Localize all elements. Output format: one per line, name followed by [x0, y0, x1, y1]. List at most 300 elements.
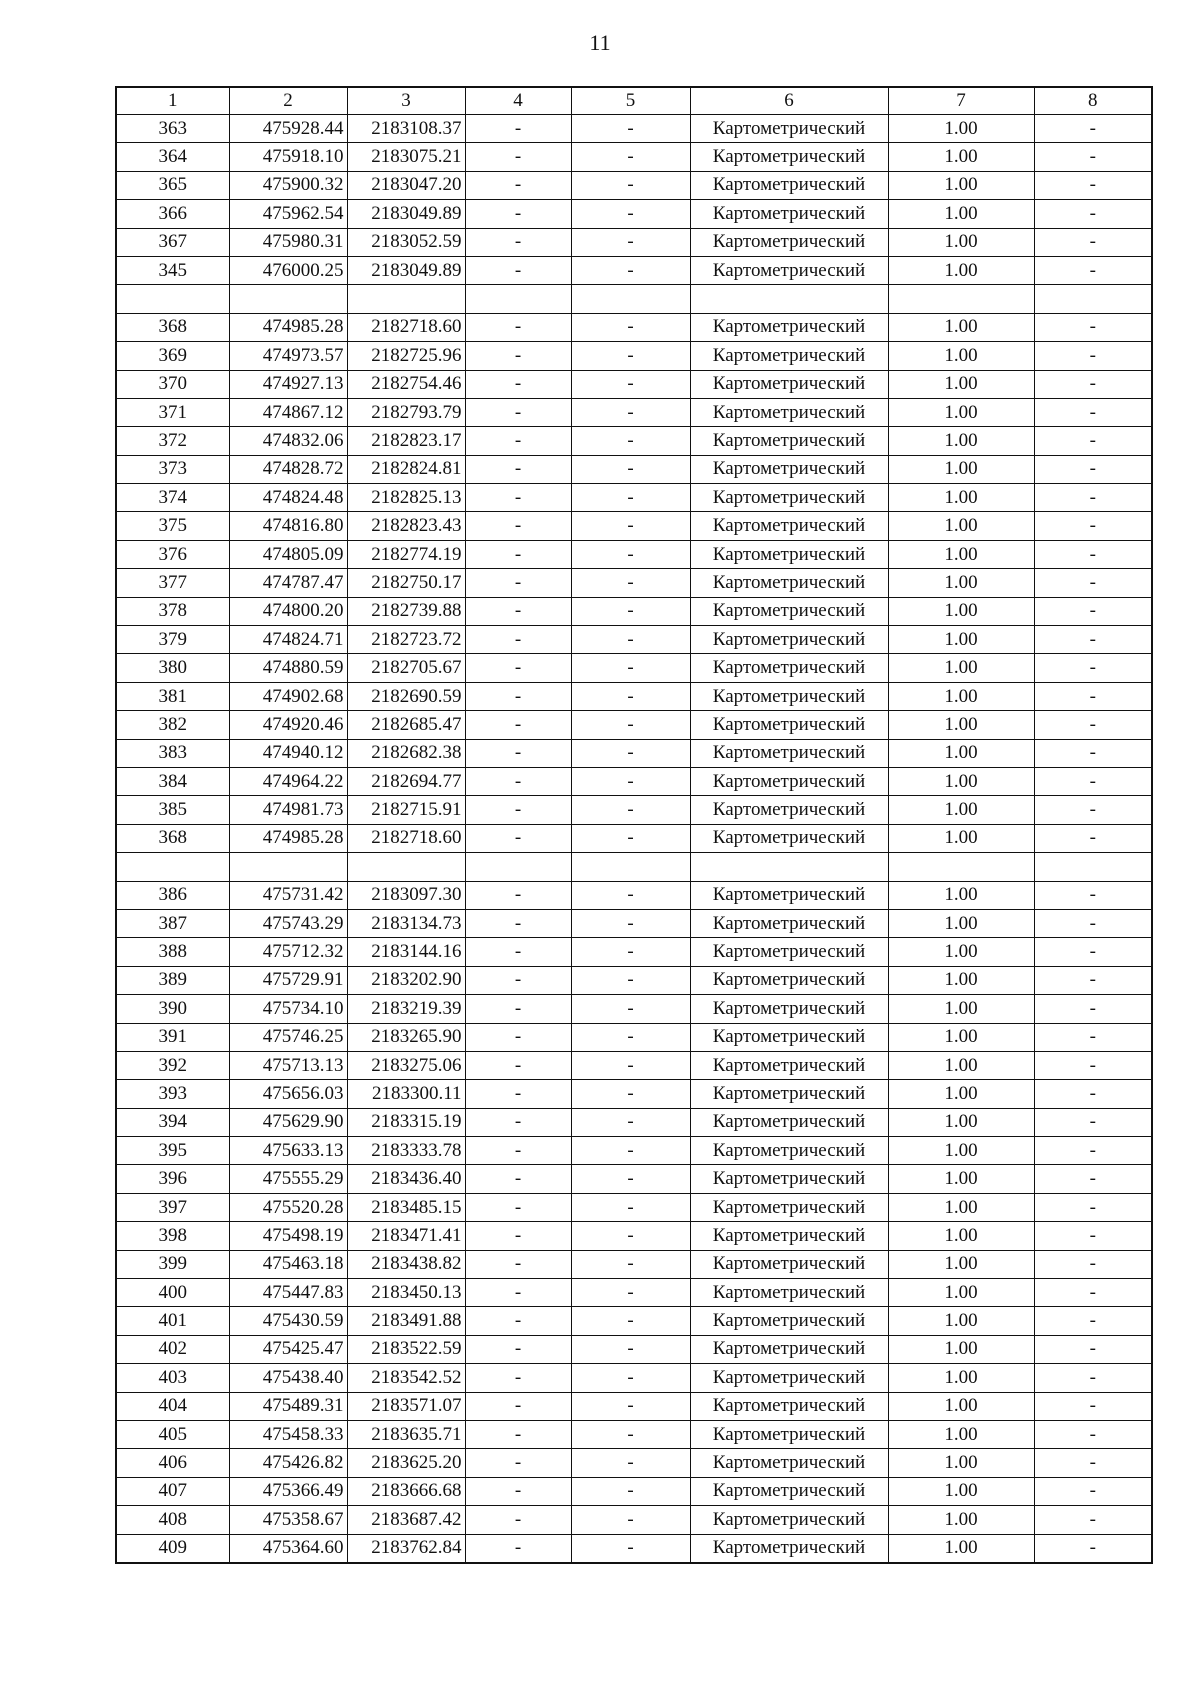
- accuracy-cell: 1.00: [888, 569, 1034, 597]
- column-header: 5: [571, 87, 690, 115]
- x-coordinate-cell: 475364.60: [229, 1534, 347, 1563]
- col5-cell: -: [571, 313, 690, 341]
- col4-cell: -: [465, 711, 571, 739]
- col4-cell: -: [465, 995, 571, 1023]
- accuracy-cell: 1.00: [888, 909, 1034, 937]
- x-coordinate-cell: 474920.46: [229, 711, 347, 739]
- x-coordinate-cell: 475731.42: [229, 881, 347, 909]
- col8-cell: -: [1034, 171, 1152, 199]
- x-coordinate-cell: 474867.12: [229, 398, 347, 426]
- col5-cell: -: [571, 995, 690, 1023]
- table-body: [116, 115, 1152, 1563]
- col8-cell: -: [1034, 711, 1152, 739]
- table-row: [116, 654, 1152, 682]
- col8-cell: -: [1034, 1449, 1152, 1477]
- col5-cell: -: [571, 370, 690, 398]
- x-coordinate-cell: 475438.40: [229, 1364, 347, 1392]
- table-row: [116, 1250, 1152, 1278]
- accuracy-cell: 1.00: [888, 1335, 1034, 1363]
- col8-cell: -: [1034, 427, 1152, 455]
- y-coordinate-cell: 2183300.11: [347, 1080, 465, 1108]
- accuracy-cell: 1.00: [888, 1051, 1034, 1079]
- col8-cell: -: [1034, 995, 1152, 1023]
- accuracy-cell: 1.00: [888, 1506, 1034, 1534]
- col5-cell: -: [571, 1023, 690, 1051]
- accuracy-cell: 1.00: [888, 881, 1034, 909]
- y-coordinate-cell: 2182682.38: [347, 739, 465, 767]
- point-number-cell: 407: [116, 1477, 229, 1505]
- accuracy-cell: 1.00: [888, 1279, 1034, 1307]
- method-cell: Картометрический: [690, 1534, 888, 1563]
- y-coordinate-cell: 2182754.46: [347, 370, 465, 398]
- table-row: [116, 1023, 1152, 1051]
- point-number-cell: 405: [116, 1420, 229, 1448]
- method-cell: Картометрический: [690, 938, 888, 966]
- x-coordinate-cell: 475458.33: [229, 1420, 347, 1448]
- method-cell: Картометрический: [690, 427, 888, 455]
- col4-cell: -: [465, 1392, 571, 1420]
- col4-cell: -: [465, 796, 571, 824]
- y-coordinate-cell: 2183265.90: [347, 1023, 465, 1051]
- method-cell: Картометрический: [690, 739, 888, 767]
- col8-cell: -: [1034, 1477, 1152, 1505]
- accuracy-cell: 1.00: [888, 313, 1034, 341]
- table-row: [116, 881, 1152, 909]
- table-row: [116, 682, 1152, 710]
- col5-cell: -: [571, 143, 690, 171]
- method-cell: Картометрический: [690, 256, 888, 284]
- x-coordinate-cell: 474824.48: [229, 484, 347, 512]
- accuracy-cell: 1.00: [888, 512, 1034, 540]
- col8-cell: -: [1034, 370, 1152, 398]
- y-coordinate-cell: 2183542.52: [347, 1364, 465, 1392]
- table-row: [116, 1477, 1152, 1505]
- accuracy-cell: 1.00: [888, 455, 1034, 483]
- accuracy-cell: 1.00: [888, 427, 1034, 455]
- accuracy-cell: 1.00: [888, 143, 1034, 171]
- table-row: [116, 767, 1152, 795]
- table-row: [116, 484, 1152, 512]
- y-coordinate-cell: 2182824.81: [347, 455, 465, 483]
- empty-cell: [690, 853, 888, 881]
- point-number-cell: 404: [116, 1392, 229, 1420]
- y-coordinate-cell: 2182690.59: [347, 682, 465, 710]
- col8-cell: -: [1034, 881, 1152, 909]
- table-row: [116, 313, 1152, 341]
- method-cell: Картометрический: [690, 909, 888, 937]
- column-header: 8: [1034, 87, 1152, 115]
- col4-cell: -: [465, 626, 571, 654]
- table-row: [116, 626, 1152, 654]
- method-cell: Картометрический: [690, 1250, 888, 1278]
- method-cell: Картометрический: [690, 143, 888, 171]
- col5-cell: -: [571, 796, 690, 824]
- x-coordinate-cell: 474985.28: [229, 313, 347, 341]
- table-row: [116, 1534, 1152, 1563]
- table-row: [116, 995, 1152, 1023]
- method-cell: Картометрический: [690, 313, 888, 341]
- empty-cell: [888, 853, 1034, 881]
- col5-cell: -: [571, 200, 690, 228]
- accuracy-cell: 1.00: [888, 711, 1034, 739]
- y-coordinate-cell: 2183108.37: [347, 115, 465, 143]
- point-number-cell: 400: [116, 1279, 229, 1307]
- accuracy-cell: 1.00: [888, 484, 1034, 512]
- empty-cell: [347, 285, 465, 313]
- col4-cell: -: [465, 143, 571, 171]
- col8-cell: -: [1034, 1335, 1152, 1363]
- point-number-cell: 368: [116, 313, 229, 341]
- accuracy-cell: 1.00: [888, 200, 1034, 228]
- col4-cell: -: [465, 1279, 571, 1307]
- x-coordinate-cell: 474805.09: [229, 540, 347, 568]
- col4-cell: -: [465, 370, 571, 398]
- col8-cell: -: [1034, 256, 1152, 284]
- method-cell: Картометрический: [690, 824, 888, 852]
- col4-cell: -: [465, 256, 571, 284]
- y-coordinate-cell: 2183762.84: [347, 1534, 465, 1563]
- table-row: [116, 1165, 1152, 1193]
- col8-cell: -: [1034, 966, 1152, 994]
- point-number-cell: 370: [116, 370, 229, 398]
- col5-cell: -: [571, 881, 690, 909]
- method-cell: Картометрический: [690, 682, 888, 710]
- col8-cell: -: [1034, 313, 1152, 341]
- method-cell: Картометрический: [690, 171, 888, 199]
- col8-cell: -: [1034, 1420, 1152, 1448]
- col8-cell: -: [1034, 540, 1152, 568]
- accuracy-cell: 1.00: [888, 1534, 1034, 1563]
- table-row: [116, 739, 1152, 767]
- x-coordinate-cell: 474880.59: [229, 654, 347, 682]
- empty-cell: [116, 853, 229, 881]
- x-coordinate-cell: 475928.44: [229, 115, 347, 143]
- y-coordinate-cell: 2183625.20: [347, 1449, 465, 1477]
- column-header: 1: [116, 87, 229, 115]
- point-number-cell: 378: [116, 597, 229, 625]
- point-number-cell: 408: [116, 1506, 229, 1534]
- accuracy-cell: 1.00: [888, 1108, 1034, 1136]
- y-coordinate-cell: 2183075.21: [347, 143, 465, 171]
- y-coordinate-cell: 2183052.59: [347, 228, 465, 256]
- x-coordinate-cell: 475426.82: [229, 1449, 347, 1477]
- table-row: [116, 1080, 1152, 1108]
- col5-cell: -: [571, 427, 690, 455]
- x-coordinate-cell: 475743.29: [229, 909, 347, 937]
- point-number-cell: 386: [116, 881, 229, 909]
- x-coordinate-cell: 474828.72: [229, 455, 347, 483]
- x-coordinate-cell: 475358.67: [229, 1506, 347, 1534]
- col4-cell: -: [465, 938, 571, 966]
- col5-cell: -: [571, 626, 690, 654]
- col5-cell: -: [571, 1165, 690, 1193]
- point-number-cell: 383: [116, 739, 229, 767]
- col5-cell: -: [571, 1364, 690, 1392]
- col8-cell: -: [1034, 796, 1152, 824]
- col8-cell: -: [1034, 1108, 1152, 1136]
- col8-cell: -: [1034, 1364, 1152, 1392]
- table-row: [116, 1335, 1152, 1363]
- y-coordinate-cell: 2183333.78: [347, 1137, 465, 1165]
- col4-cell: -: [465, 881, 571, 909]
- col8-cell: -: [1034, 739, 1152, 767]
- method-cell: Картометрический: [690, 228, 888, 256]
- col8-cell: -: [1034, 682, 1152, 710]
- col5-cell: -: [571, 1279, 690, 1307]
- col4-cell: -: [465, 569, 571, 597]
- col5-cell: -: [571, 540, 690, 568]
- col4-cell: -: [465, 1307, 571, 1335]
- col5-cell: -: [571, 1222, 690, 1250]
- x-coordinate-cell: 474985.28: [229, 824, 347, 852]
- y-coordinate-cell: 2183315.19: [347, 1108, 465, 1136]
- col5-cell: -: [571, 909, 690, 937]
- table-row: [116, 256, 1152, 284]
- y-coordinate-cell: 2182685.47: [347, 711, 465, 739]
- col4-cell: -: [465, 1534, 571, 1563]
- col4-cell: -: [465, 654, 571, 682]
- col8-cell: -: [1034, 143, 1152, 171]
- method-cell: Картометрический: [690, 767, 888, 795]
- y-coordinate-cell: 2182725.96: [347, 342, 465, 370]
- col5-cell: -: [571, 1420, 690, 1448]
- method-cell: Картометрический: [690, 1307, 888, 1335]
- col4-cell: -: [465, 1108, 571, 1136]
- table-row: [116, 1193, 1152, 1221]
- x-coordinate-cell: 475489.31: [229, 1392, 347, 1420]
- col8-cell: -: [1034, 938, 1152, 966]
- col8-cell: -: [1034, 654, 1152, 682]
- table-row: [116, 143, 1152, 171]
- x-coordinate-cell: 475746.25: [229, 1023, 347, 1051]
- table-row: [116, 966, 1152, 994]
- col8-cell: -: [1034, 1250, 1152, 1278]
- table-row: [116, 370, 1152, 398]
- col8-cell: -: [1034, 1137, 1152, 1165]
- method-cell: Картометрический: [690, 995, 888, 1023]
- col4-cell: -: [465, 398, 571, 426]
- col5-cell: -: [571, 824, 690, 852]
- point-number-cell: 402: [116, 1335, 229, 1363]
- method-cell: Картометрический: [690, 966, 888, 994]
- table-row: [116, 1137, 1152, 1165]
- table-row: [116, 455, 1152, 483]
- y-coordinate-cell: 2183144.16: [347, 938, 465, 966]
- accuracy-cell: 1.00: [888, 824, 1034, 852]
- table-row: [116, 1506, 1152, 1534]
- col4-cell: -: [465, 682, 571, 710]
- x-coordinate-cell: 475425.47: [229, 1335, 347, 1363]
- method-cell: Картометрический: [690, 1335, 888, 1363]
- method-cell: Картометрический: [690, 597, 888, 625]
- method-cell: Картометрический: [690, 1193, 888, 1221]
- y-coordinate-cell: 2183436.40: [347, 1165, 465, 1193]
- col4-cell: -: [465, 540, 571, 568]
- y-coordinate-cell: 2183522.59: [347, 1335, 465, 1363]
- x-coordinate-cell: 474787.47: [229, 569, 347, 597]
- method-cell: Картометрический: [690, 1420, 888, 1448]
- x-coordinate-cell: 475734.10: [229, 995, 347, 1023]
- point-number-cell: 406: [116, 1449, 229, 1477]
- col5-cell: -: [571, 966, 690, 994]
- col4-cell: -: [465, 1193, 571, 1221]
- col4-cell: -: [465, 200, 571, 228]
- col8-cell: -: [1034, 1165, 1152, 1193]
- point-number-cell: 375: [116, 512, 229, 540]
- point-number-cell: 373: [116, 455, 229, 483]
- point-number-cell: 398: [116, 1222, 229, 1250]
- x-coordinate-cell: 474964.22: [229, 767, 347, 795]
- accuracy-cell: 1.00: [888, 597, 1034, 625]
- table-row: [116, 938, 1152, 966]
- method-cell: Картометрический: [690, 1279, 888, 1307]
- accuracy-cell: 1.00: [888, 342, 1034, 370]
- table-row: [116, 1420, 1152, 1448]
- point-number-cell: 366: [116, 200, 229, 228]
- col8-cell: -: [1034, 597, 1152, 625]
- column-header: 3: [347, 87, 465, 115]
- accuracy-cell: 1.00: [888, 540, 1034, 568]
- method-cell: Картометрический: [690, 1051, 888, 1079]
- coordinates-table: [115, 86, 1153, 1564]
- x-coordinate-cell: 475498.19: [229, 1222, 347, 1250]
- x-coordinate-cell: 475366.49: [229, 1477, 347, 1505]
- point-number-cell: 367: [116, 228, 229, 256]
- table-row: [116, 597, 1152, 625]
- table-row: [116, 1364, 1152, 1392]
- table-separator-row: [116, 285, 1152, 313]
- point-number-cell: 399: [116, 1250, 229, 1278]
- x-coordinate-cell: 474927.13: [229, 370, 347, 398]
- x-coordinate-cell: 474973.57: [229, 342, 347, 370]
- point-number-cell: 395: [116, 1137, 229, 1165]
- x-coordinate-cell: 474800.20: [229, 597, 347, 625]
- y-coordinate-cell: 2182715.91: [347, 796, 465, 824]
- accuracy-cell: 1.00: [888, 796, 1034, 824]
- point-number-cell: 379: [116, 626, 229, 654]
- col4-cell: -: [465, 1477, 571, 1505]
- table-row: [116, 427, 1152, 455]
- table-row: [116, 1108, 1152, 1136]
- col4-cell: -: [465, 1165, 571, 1193]
- col4-cell: -: [465, 313, 571, 341]
- method-cell: Картометрический: [690, 1080, 888, 1108]
- point-number-cell: 389: [116, 966, 229, 994]
- accuracy-cell: 1.00: [888, 1023, 1034, 1051]
- y-coordinate-cell: 2182718.60: [347, 313, 465, 341]
- y-coordinate-cell: 2182793.79: [347, 398, 465, 426]
- col4-cell: -: [465, 1222, 571, 1250]
- col4-cell: -: [465, 455, 571, 483]
- method-cell: Картометрический: [690, 200, 888, 228]
- x-coordinate-cell: 475629.90: [229, 1108, 347, 1136]
- y-coordinate-cell: 2182823.17: [347, 427, 465, 455]
- table-row: [116, 824, 1152, 852]
- col4-cell: -: [465, 597, 571, 625]
- point-number-cell: 365: [116, 171, 229, 199]
- accuracy-cell: 1.00: [888, 256, 1034, 284]
- accuracy-cell: 1.00: [888, 767, 1034, 795]
- point-number-cell: 401: [116, 1307, 229, 1335]
- empty-cell: [888, 285, 1034, 313]
- method-cell: Картометрический: [690, 540, 888, 568]
- col5-cell: -: [571, 597, 690, 625]
- empty-cell: [571, 285, 690, 313]
- col8-cell: -: [1034, 398, 1152, 426]
- table-row: [116, 228, 1152, 256]
- method-cell: Картометрический: [690, 1477, 888, 1505]
- x-coordinate-cell: 474816.80: [229, 512, 347, 540]
- empty-cell: [465, 853, 571, 881]
- table-row: [116, 200, 1152, 228]
- col4-cell: -: [465, 228, 571, 256]
- col4-cell: -: [465, 909, 571, 937]
- x-coordinate-cell: 475962.54: [229, 200, 347, 228]
- point-number-cell: 368: [116, 824, 229, 852]
- col4-cell: -: [465, 966, 571, 994]
- method-cell: Картометрический: [690, 1165, 888, 1193]
- accuracy-cell: 1.00: [888, 1392, 1034, 1420]
- y-coordinate-cell: 2182774.19: [347, 540, 465, 568]
- col5-cell: -: [571, 228, 690, 256]
- table-row: [116, 569, 1152, 597]
- y-coordinate-cell: 2183485.15: [347, 1193, 465, 1221]
- col8-cell: -: [1034, 200, 1152, 228]
- y-coordinate-cell: 2182694.77: [347, 767, 465, 795]
- accuracy-cell: 1.00: [888, 171, 1034, 199]
- col8-cell: -: [1034, 1080, 1152, 1108]
- empty-cell: [229, 285, 347, 313]
- col8-cell: -: [1034, 626, 1152, 654]
- point-number-cell: 394: [116, 1108, 229, 1136]
- point-number-cell: 409: [116, 1534, 229, 1563]
- col8-cell: -: [1034, 569, 1152, 597]
- method-cell: Картометрический: [690, 1449, 888, 1477]
- col5-cell: -: [571, 115, 690, 143]
- col4-cell: -: [465, 1335, 571, 1363]
- x-coordinate-cell: 475447.83: [229, 1279, 347, 1307]
- table-row: [116, 398, 1152, 426]
- col4-cell: -: [465, 342, 571, 370]
- table-row: [116, 1392, 1152, 1420]
- y-coordinate-cell: 2182718.60: [347, 824, 465, 852]
- y-coordinate-cell: 2183219.39: [347, 995, 465, 1023]
- method-cell: Картометрический: [690, 1392, 888, 1420]
- y-coordinate-cell: 2182750.17: [347, 569, 465, 597]
- accuracy-cell: 1.00: [888, 739, 1034, 767]
- x-coordinate-cell: 475520.28: [229, 1193, 347, 1221]
- point-number-cell: 388: [116, 938, 229, 966]
- x-coordinate-cell: 475463.18: [229, 1250, 347, 1278]
- col4-cell: -: [465, 171, 571, 199]
- x-coordinate-cell: 475712.32: [229, 938, 347, 966]
- y-coordinate-cell: 2183687.42: [347, 1506, 465, 1534]
- col5-cell: -: [571, 256, 690, 284]
- empty-cell: [690, 285, 888, 313]
- col8-cell: -: [1034, 1051, 1152, 1079]
- point-number-cell: 393: [116, 1080, 229, 1108]
- col8-cell: -: [1034, 228, 1152, 256]
- y-coordinate-cell: 2183134.73: [347, 909, 465, 937]
- col4-cell: -: [465, 767, 571, 795]
- table-row: [116, 711, 1152, 739]
- method-cell: Картометрический: [690, 626, 888, 654]
- table-row: [116, 115, 1152, 143]
- col4-cell: -: [465, 1506, 571, 1534]
- table-header-row: [116, 87, 1152, 115]
- column-header: 4: [465, 87, 571, 115]
- col5-cell: -: [571, 682, 690, 710]
